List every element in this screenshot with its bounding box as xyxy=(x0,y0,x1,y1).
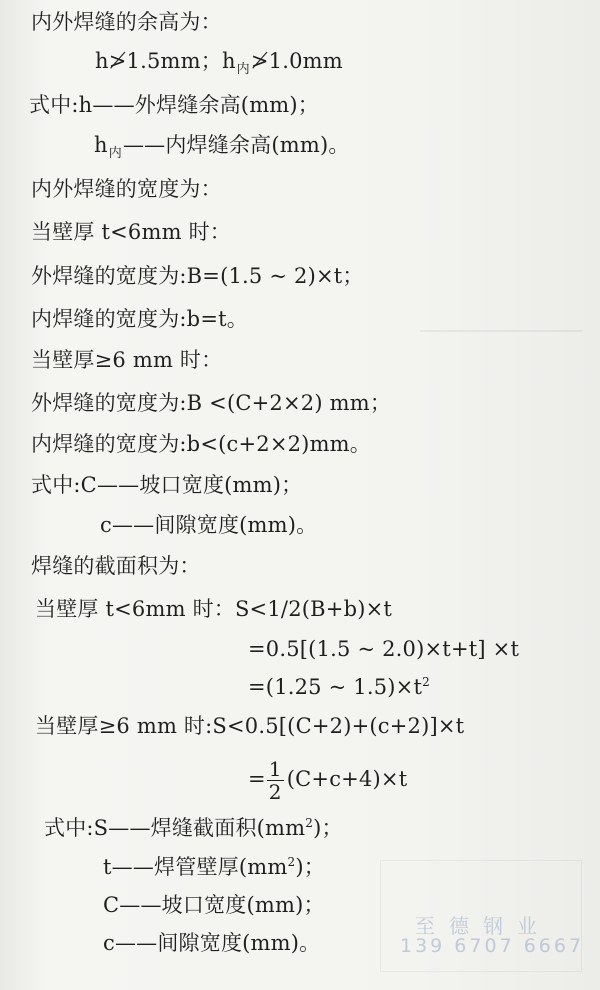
text-line: C——坡口宽度(mm)； xyxy=(103,893,325,917)
text-span: 式中:S——焊缝截面积(mm xyxy=(44,816,306,840)
text-span: = xyxy=(248,767,266,791)
text-line xyxy=(248,758,407,803)
text-span: (C+c+4)×t xyxy=(286,767,408,791)
text-line: 当壁厚≥6 mm 时:S<0.5[(C+2)+(c+2)]×t xyxy=(35,714,465,738)
text-line: =0.5[(1.5 ~ 2.0)×t+t] ×t xyxy=(248,637,520,661)
watermark-phone: 139 6707 6667 xyxy=(400,935,585,957)
text-line xyxy=(95,47,343,79)
text-line: 当壁厚 t<6mm 时： xyxy=(31,220,231,244)
text-line: 当壁厚 t<6mm 时：S<1/2(B+b)×t xyxy=(35,597,393,621)
fraction-denominator: 2 xyxy=(268,780,282,804)
text-line: c——间隙宽度(mm)。 xyxy=(103,931,321,955)
text-line: 内外焊缝的余高为： xyxy=(31,10,222,34)
text-line: 当壁厚≥6 mm 时： xyxy=(31,348,223,372)
superscript: 2 xyxy=(287,855,296,869)
fraction-numerator: 1 xyxy=(268,757,282,781)
text-line: 内焊缝的宽度为:b<(c+2×2)mm。 xyxy=(31,432,371,456)
superscript: 2 xyxy=(305,816,314,830)
text-span: )； xyxy=(295,855,325,879)
fraction xyxy=(267,758,284,803)
text-line xyxy=(44,814,343,845)
text-line xyxy=(103,853,325,884)
subscript: 内 xyxy=(236,62,250,77)
text-line: 焊缝的截面积为： xyxy=(31,554,201,578)
text-span: )； xyxy=(313,816,343,840)
text-line: 外焊缝的宽度为:B <(C+2×2) mm； xyxy=(31,391,392,415)
watermark-company: 至德钢业 xyxy=(415,914,551,938)
text-span: h xyxy=(94,133,108,157)
text-line: c——间隙宽度(mm)。 xyxy=(100,513,318,537)
text-line: 内外焊缝的宽度为： xyxy=(31,177,222,201)
superscript: 2 xyxy=(422,675,430,689)
text-line xyxy=(248,673,430,704)
text-span: ——内焊缝余高(mm)。 xyxy=(122,133,350,157)
text-span: t——焊管壁厚(mm xyxy=(103,855,288,879)
subscript: 内 xyxy=(108,146,122,161)
text-line: 式中:h——外焊缝余高(mm)； xyxy=(29,93,320,117)
text-line: 式中:C——坡口宽度(mm)； xyxy=(31,473,303,497)
text-span: =(1.25 ~ 1.5)×t xyxy=(248,675,423,699)
text-span: ≯1.0mm xyxy=(250,49,343,73)
text-line xyxy=(94,131,350,163)
bleed-through-line xyxy=(420,330,582,332)
text-line: 外焊缝的宽度为:B=(1.5 ~ 2)×t； xyxy=(31,264,364,288)
text-line: 内焊缝的宽度为:b=t。 xyxy=(31,307,248,331)
text-span: h≯1.5mm；h xyxy=(95,49,236,73)
